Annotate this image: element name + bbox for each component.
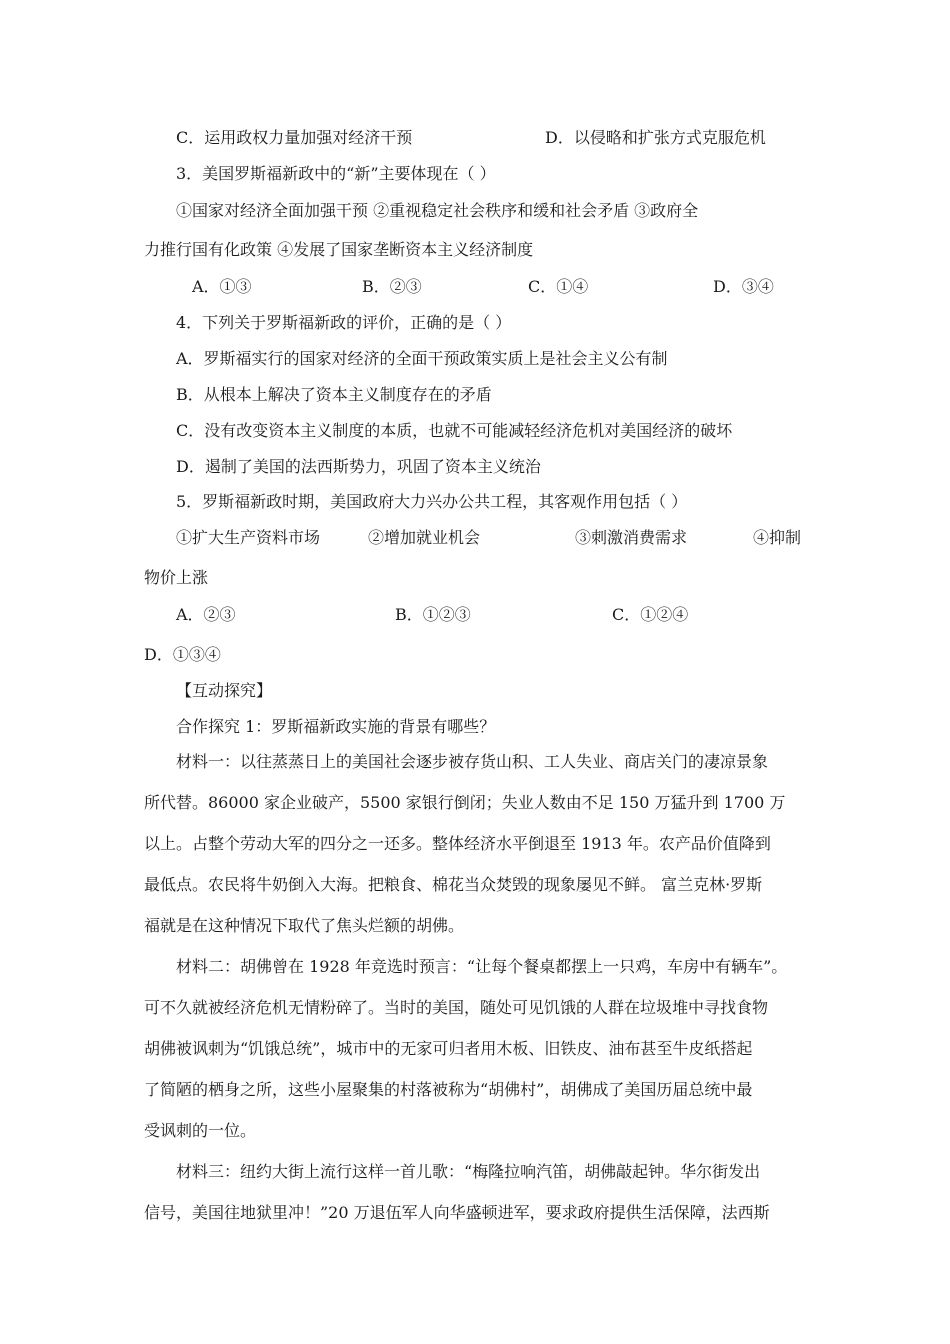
q5-item-3: ③刺激消费需求	[575, 528, 688, 547]
q3-option-a: A．①③	[192, 277, 252, 296]
material2-line: 了简陋的栖身之所，这些小屋聚集的村落被称为“胡佛村”，胡佛成了美国历届总统中最	[144, 1080, 753, 1099]
material1-line: 材料一：以往蒸蒸日上的美国社会逐步被存货山积、工人失业、商店关门的凄凉景象	[176, 752, 769, 771]
material2-line: 材料二：胡佛曾在 1928 年竞选时预言：“让每个餐桌都摆上一只鸡，车房中有辆车”。	[176, 957, 788, 976]
q4-stem: 4．下列关于罗斯福新政的评价，正确的是（ ）	[176, 313, 512, 332]
q2-option-d: D．以侵略和扩张方式克服危机	[545, 128, 766, 147]
q5-stem: 5．罗斯福新政时期，美国政府大力兴办公共工程，其客观作用包括（ ）	[176, 492, 688, 511]
q5-option-a: A．②③	[176, 605, 236, 624]
material3-line: 材料三：纽约大街上流行这样一首儿歌：“梅隆拉响汽笛，胡佛敲起钟。华尔街发出	[176, 1162, 761, 1181]
material1-line: 福就是在这种情况下取代了焦头烂额的胡佛。	[144, 916, 465, 935]
q5-item-1: ①扩大生产资料市场	[176, 528, 321, 547]
q4-option-c: C．没有改变资本主义制度的本质，也就不可能减轻经济危机对美国经济的破坏	[176, 421, 733, 440]
q3-stem: 3．美国罗斯福新政中的“新”主要体现在（ ）	[176, 164, 496, 183]
q3-items-line1: ①国家对经济全面加强干预 ②重视稳定社会秩序和缓和社会矛盾 ③政府全	[176, 201, 699, 220]
material1-line: 以上。占整个劳动大军的四分之一还多。整体经济水平倒退至 1913 年。农产品价值降到	[144, 834, 771, 853]
q2-option-c: C．运用政权力量加强对经济干预	[176, 128, 413, 147]
q5-option-c: C．①②④	[612, 605, 689, 624]
q3-option-c: C．①④	[528, 277, 589, 296]
material1-line: 所代替。86000 家企业破产，5500 家银行倒闭；失业人数由不足 150 万猛升到 1700 万	[144, 793, 786, 812]
q5-option-b: B．①②③	[395, 605, 471, 624]
q5-items-continued: 物价上涨	[144, 568, 209, 587]
material1-line: 最低点。农民将牛奶倒入大海。把粮食、棉花当众焚毁的现象屡见不鲜。 富兰克林·罗斯	[144, 875, 763, 894]
material2-line: 可不久就被经济危机无情粉碎了。当时的美国，随处可见饥饿的人群在垃圾堆中寻找食物	[144, 998, 769, 1017]
q4-option-d: D．遏制了美国的法西斯势力，巩固了资本主义统治	[176, 457, 541, 476]
q5-item-4: ④抑制	[753, 528, 802, 547]
q3-option-b: B．②③	[362, 277, 422, 296]
q3-option-d: D．③④	[713, 277, 774, 296]
q3-items-line2: 力推行国有化政策 ④发展了国家垄断资本主义经济制度	[144, 240, 534, 259]
material2-line: 胡佛被讽刺为“饥饿总统”，城市中的无家可归者用木板、旧铁皮、油布甚至牛皮纸搭起	[144, 1039, 753, 1058]
material2-line: 受讽刺的一位。	[144, 1121, 257, 1140]
q4-option-a: A．罗斯福实行的国家对经济的全面干预政策实质上是社会主义公有制	[176, 349, 668, 368]
q5-item-2: ②增加就业机会	[368, 528, 481, 547]
q4-option-b: B．从根本上解决了资本主义制度存在的矛盾	[176, 385, 492, 404]
section-heading: 【互动探究】	[176, 681, 273, 700]
q5-option-d: D．①③④	[144, 645, 221, 664]
material3-line: 信号，美国往地狱里冲！”20 万退伍军人向华盛顿进军，要求政府提供生活保障，法西斯	[144, 1203, 770, 1222]
section-topic: 合作探究 1：罗斯福新政实施的背景有哪些？	[176, 717, 496, 736]
